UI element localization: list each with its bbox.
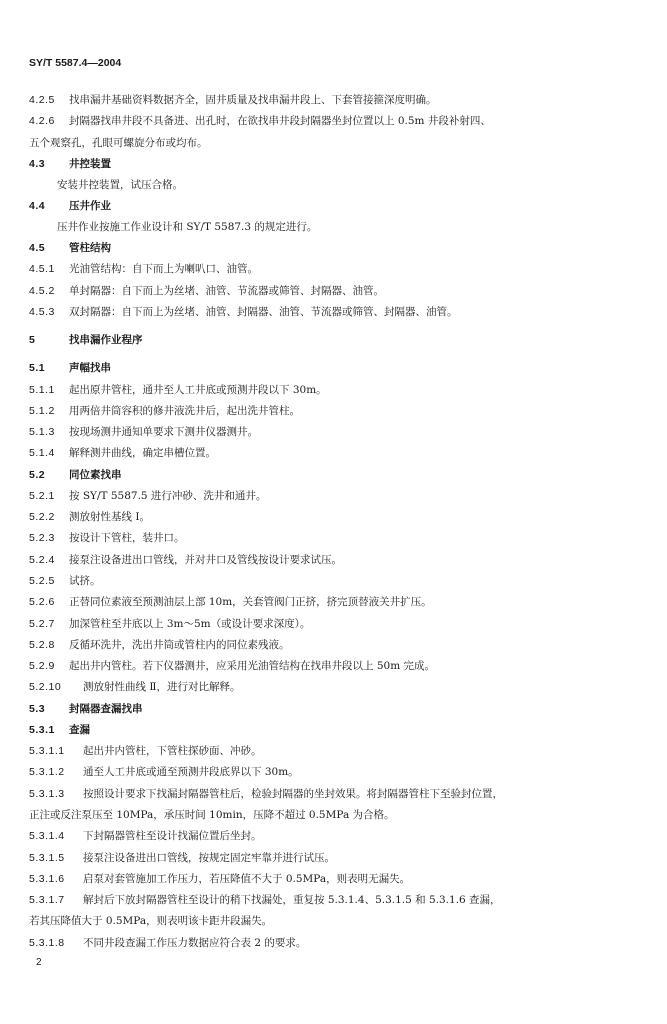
document-line — [29, 872, 410, 886]
clause-number: 5.1.4 — [29, 447, 55, 460]
clause-number: 5.2.10 — [29, 681, 62, 694]
line-text: 查漏 — [69, 723, 90, 736]
document-line — [29, 510, 150, 524]
document-line — [29, 936, 306, 950]
line-text: 单封隔器：自下而上为丝堵、油管、节流器或筛管、封隔器、油管。 — [69, 284, 384, 297]
document-line — [29, 808, 395, 822]
clause-number: 5.2.4 — [29, 553, 55, 566]
clause-number: 5.1.3 — [29, 426, 55, 439]
line-text: 声幅找串 — [69, 362, 111, 375]
document-line — [29, 446, 216, 460]
page-number: 2 — [36, 957, 42, 968]
clause-number: 5.2.9 — [29, 660, 55, 673]
line-text: 光油管结构：自下而上为喇叭口、油管。 — [69, 263, 258, 276]
document-line — [29, 851, 335, 865]
clause-number: 5 — [29, 333, 36, 346]
document-line — [29, 744, 262, 758]
line-text: 按设计下管柱，装井口。 — [69, 532, 185, 545]
line-text: 封隔器找串井段不具备进、出孔时，在欲找串井段封隔器坐封位置以上 0.5m 井段补射四、 — [69, 115, 491, 128]
clause-number: 5.2 — [29, 468, 46, 481]
clause-number: 5.2.6 — [29, 596, 55, 609]
line-text: 测放射性基线 Ⅰ。 — [69, 511, 150, 524]
line-text: 不同井段查漏工作压力数据应符合表 2 的要求。 — [83, 936, 307, 949]
clause-number: 5.3.1.4 — [29, 830, 65, 843]
document-line — [29, 333, 143, 347]
line-text: 按现场测井通知单要求下测井仪器测井。 — [69, 426, 258, 439]
document-line — [29, 284, 384, 298]
document-line — [29, 702, 143, 716]
clause-number: 5.2.3 — [29, 532, 55, 545]
line-text: 压井作业按施工作业设计和 SY/T 5587.3 的规定进行。 — [57, 220, 318, 233]
line-text: 起出原井管柱，通井至人工井底或预测井段以下 30m。 — [69, 383, 327, 396]
document-header: SY/T 5587.4—2004 — [29, 57, 122, 69]
document-line — [29, 787, 503, 801]
clause-number: 4.5.3 — [29, 305, 55, 318]
document-line — [57, 178, 183, 192]
document-line — [29, 531, 185, 545]
document-line — [29, 659, 435, 673]
document-line — [29, 765, 299, 779]
document-line — [29, 638, 290, 652]
document-line — [29, 425, 258, 439]
clause-number: 5.1.1 — [29, 383, 55, 396]
clause-number: 5.2.2 — [29, 511, 55, 524]
line-text: 用两倍井筒容积的修井液洗井后，起出洗井管柱。 — [69, 404, 300, 417]
line-text: 测放射性曲线 Ⅱ，进行对比解释。 — [83, 681, 241, 694]
line-text: 反循环洗井，洗出井筒或管柱内的同位素残液。 — [69, 638, 290, 651]
line-text: 封隔器查漏找串 — [69, 702, 143, 715]
document-line — [29, 199, 111, 213]
document-line — [29, 114, 491, 128]
document-line — [29, 157, 111, 171]
clause-number: 5.1.2 — [29, 404, 55, 417]
clause-number: 5.2.7 — [29, 617, 55, 630]
clause-number: 4.5.1 — [29, 263, 55, 276]
line-text: 五个观察孔，孔眼可螺旋分布或均布。 — [29, 136, 208, 149]
document-line — [29, 404, 300, 418]
clause-number: 5.3.1.8 — [29, 936, 65, 949]
line-text: 解封后下放封隔器管柱至设计的稍下找漏处，重复按 5.3.1.4、5.3.1.5 和 5.3.1.6 查漏， — [83, 894, 501, 907]
clause-number: 5.3 — [29, 702, 46, 715]
line-text: 通至人工井底或通至预测井段底界以下 30m。 — [83, 766, 299, 779]
clause-number: 4.5.2 — [29, 284, 55, 297]
line-text: 正替同位素液至预测油层上部 10m，关套管阀门正挤，挤完顶替液关井扩压。 — [69, 596, 432, 609]
document-line — [29, 262, 258, 276]
clause-number: 5.2.5 — [29, 575, 55, 587]
line-text: 试挤。 — [69, 575, 101, 587]
line-text: 接泵注设备进出口管线，并对井口及管线按设计要求试压。 — [69, 553, 342, 566]
clause-number: 5.3.1.3 — [29, 787, 65, 800]
document-line — [29, 468, 122, 482]
document-line — [29, 574, 101, 588]
line-text: 压井作业 — [69, 200, 111, 213]
line-text: 双封隔器：自下而上为丝堵、油管、封隔器、油管、节流器或筛管、封隔器、油管。 — [69, 305, 458, 318]
clause-number: 4.5 — [29, 242, 46, 254]
clause-number: 5.2.1 — [29, 489, 55, 502]
line-text: 起出井内管柱。若下仪器测井，应采用光油管结构在找串井段以上 50m 完成。 — [69, 660, 435, 673]
clause-number: 5.3.1 — [29, 723, 55, 736]
clause-number: 5.2.8 — [29, 638, 55, 651]
clause-number: 4.2.6 — [29, 115, 55, 128]
line-text: 解释测井曲线，确定串槽位置。 — [69, 447, 216, 460]
document-line — [29, 893, 501, 907]
document-line — [29, 93, 437, 107]
document-line — [57, 220, 317, 234]
document-line — [29, 680, 240, 694]
clause-number: 4.2.5 — [29, 94, 55, 106]
document-line — [29, 914, 272, 928]
line-text: 管柱结构 — [69, 242, 111, 254]
clause-number: 4.3 — [29, 157, 46, 170]
document-line — [29, 241, 111, 255]
clause-number: 5.3.1.6 — [29, 872, 65, 885]
document-line — [29, 361, 111, 375]
clause-number: 5.3.1.7 — [29, 894, 65, 907]
document-line — [29, 617, 310, 631]
line-text: 下封隔器管柱至设计找漏位置后坐封。 — [83, 830, 262, 843]
line-text: 启泵对套管施加工作压力，若压降值不大于 0.5MPa，则表明无漏失。 — [83, 872, 411, 885]
document-line — [29, 305, 458, 319]
document-line — [29, 489, 266, 503]
line-text: 起出井内管柱，下管柱探砂面、冲砂。 — [83, 745, 262, 758]
line-text: 按照设计要求下找漏封隔器管柱后，检验封隔器的坐封效果。将封隔器管柱下至验封位置， — [83, 787, 503, 800]
line-text: 安装井控装置，试压合格。 — [57, 179, 183, 192]
clause-number: 4.4 — [29, 200, 46, 213]
document-line — [29, 829, 262, 843]
document-line — [29, 136, 208, 150]
clause-number: 5.3.1.1 — [29, 745, 65, 758]
line-text: 找串漏作业程序 — [69, 333, 143, 346]
line-text: 正注或反注泵压至 10MPa，承压时间 10min，压降不超过 0.5MPa 为合格。 — [29, 809, 395, 822]
line-text: 加深管柱至井底以上 3m～5m（或设计要求深度）。 — [69, 617, 311, 630]
clause-number: 5.3.1.2 — [29, 766, 65, 779]
line-text: 同位素找串 — [69, 468, 122, 481]
document-line — [29, 553, 342, 567]
line-text: 找串漏井基础资料数据齐全，固井质量及找串漏井段上、下套管接箍深度明确。 — [69, 94, 437, 106]
document-line — [29, 595, 432, 609]
document-line — [29, 383, 327, 397]
clause-number: 5.3.1.5 — [29, 851, 65, 864]
line-text: 接泵注设备进出口管线，按规定固定牢靠并进行试压。 — [83, 851, 335, 864]
line-text: 井控装置 — [69, 157, 111, 170]
line-text: 按 SY/T 5587.5 进行冲砂、洗井和通井。 — [69, 489, 267, 502]
clause-number: 5.1 — [29, 362, 46, 375]
line-text: 若其压降值大于 0.5MPa，则表明该卡距井段漏失。 — [29, 915, 273, 928]
document-line — [29, 723, 90, 737]
